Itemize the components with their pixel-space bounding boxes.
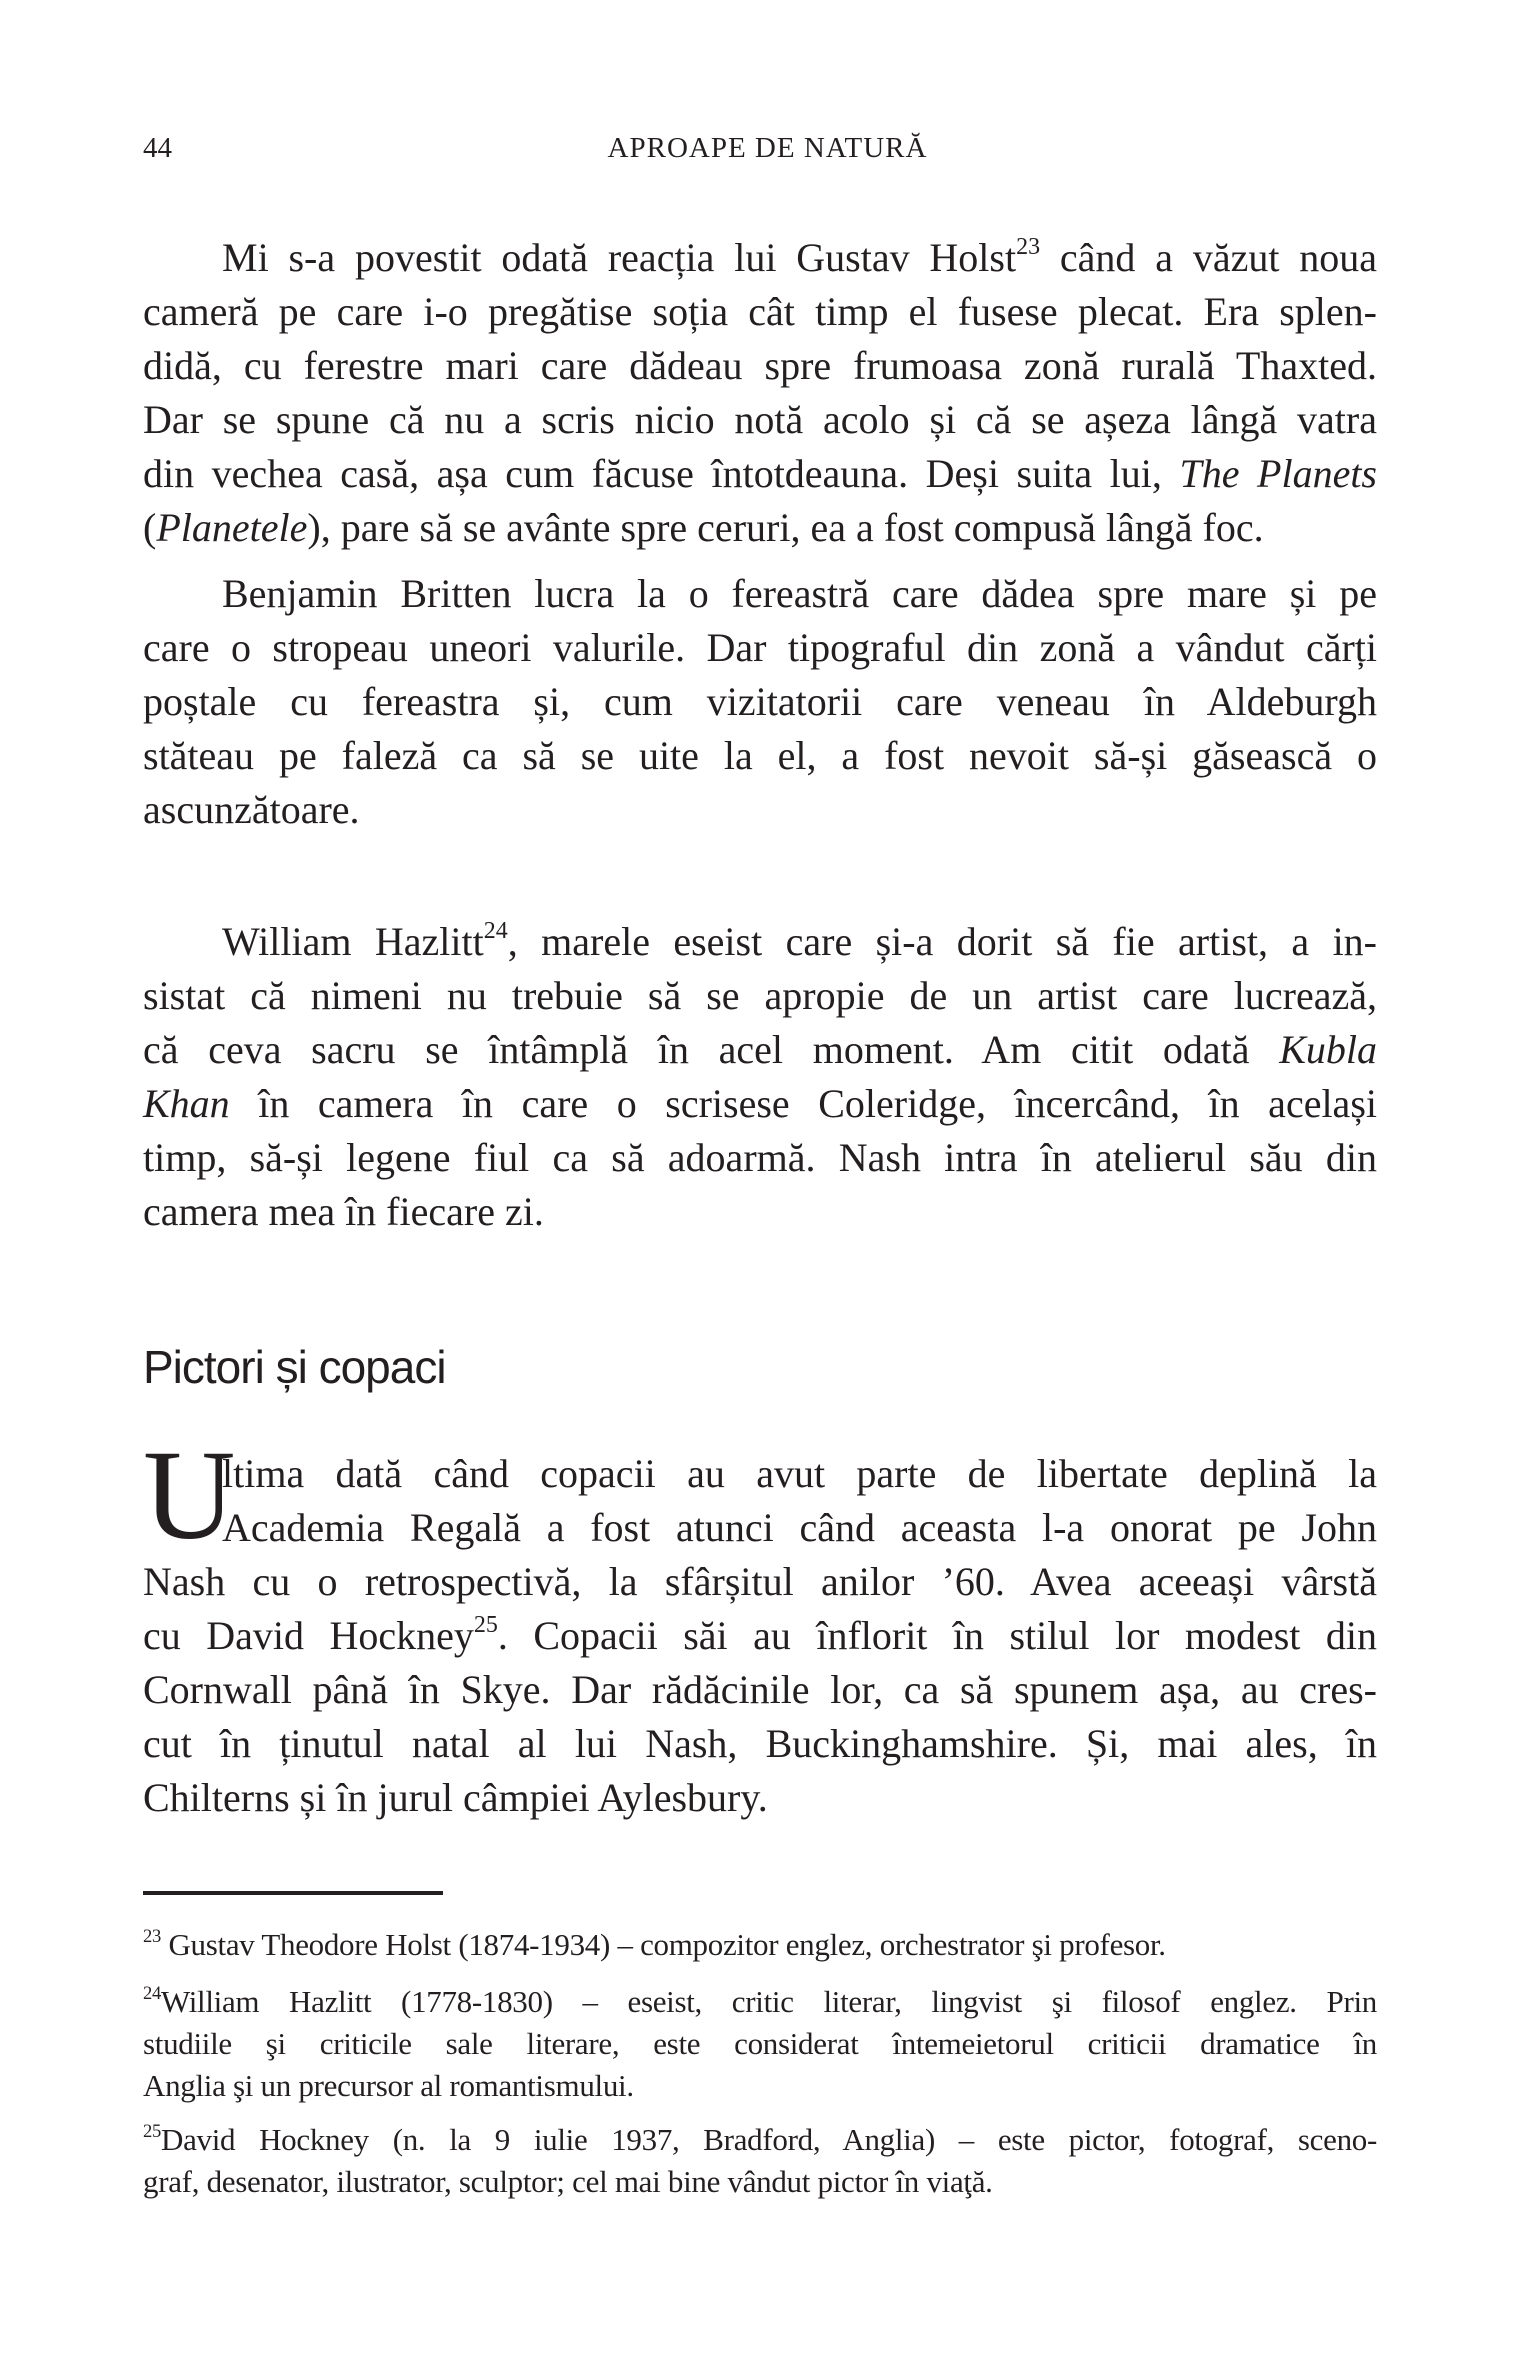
text-line xyxy=(143,1609,1377,1663)
text-run: David Hockney (n. la 9 iulie 1937, Bradford, Anglia) – este pictor, fotograf, sceno- xyxy=(161,2122,1377,2157)
footnote-reference: 25 xyxy=(473,1612,498,1639)
paragraph-britten xyxy=(143,567,1377,837)
text-run: Gustav Theodore Holst (1874-1934) – compozitor englez, orchestrator şi profesor. xyxy=(161,1927,1166,1962)
text-line xyxy=(143,1023,1377,1077)
text-run: Anglia şi un precursor al romantismului. xyxy=(143,2068,634,2103)
text-run: . Copacii săi au înflorit în stilul lor modest din xyxy=(497,1613,1377,1658)
text-run: sistat că nimeni nu trebuie să se apropie de un artist care lucrează, xyxy=(143,973,1377,1018)
text-line xyxy=(143,1981,1377,2023)
text-run: care o stropeau uneori valurile. Dar tipograful din zonă a vândut cărți xyxy=(143,625,1377,670)
text-line xyxy=(143,1717,1377,1771)
text-run: Cornwall până în Skye. Dar rădăcinile lor, ca să spunem așa, au cres- xyxy=(143,1667,1377,1712)
text-line xyxy=(143,1077,1377,1131)
paragraph-painters-trees xyxy=(143,1447,1377,1825)
text-line xyxy=(143,915,1377,969)
text-line xyxy=(143,783,1377,837)
footnote-reference: 23 xyxy=(1016,234,1041,261)
text-run: timp, să-și legene fiul ca să adoarmă. Nash intra în atelierul său din xyxy=(143,1135,1377,1180)
text-run: poștale cu fereastra și, cum vizitatorii care veneau în Aldeburgh xyxy=(143,679,1377,724)
footnote-reference: 23 xyxy=(143,1925,161,1947)
text-run: didă, cu ferestre mari care dădeau spre frumoasa zonă rurală Thaxted. xyxy=(143,343,1377,388)
text-run: graf, desenator, ilustrator, sculptor; cel mai bine vândut pictor în viaţă. xyxy=(143,2164,993,2199)
text-line xyxy=(143,1501,1377,1555)
footnote-24 xyxy=(143,1981,1377,2107)
running-title: APROAPE DE NATURĂ xyxy=(607,132,928,164)
text-line xyxy=(143,1131,1377,1185)
italic-title: The Planets xyxy=(1179,451,1378,496)
text-line xyxy=(143,621,1377,675)
paragraph-holst xyxy=(143,231,1377,555)
text-line xyxy=(143,285,1377,339)
text-line xyxy=(143,2065,1377,2107)
text-line xyxy=(143,2119,1377,2161)
footnote-25 xyxy=(143,2119,1377,2203)
text-line xyxy=(143,231,1377,285)
italic-title: Kubla xyxy=(1279,1027,1377,1072)
text-line xyxy=(143,1924,1377,1966)
text-run: , marele eseist care și-a dorit să fie artist, a in- xyxy=(507,919,1378,964)
footnote-separator xyxy=(143,1891,443,1895)
text-run: ), pare să se avânte spre ceruri, ea a fost compusă lângă foc. xyxy=(307,505,1264,550)
text-line xyxy=(143,1663,1377,1717)
italic-title: Khan xyxy=(143,1081,230,1126)
text-run: ( xyxy=(143,505,157,550)
text-run: Dar se spune că nu a scris nicio notă acolo și că se așeza lângă vatra xyxy=(143,397,1377,442)
footnote-23 xyxy=(143,1924,1377,1966)
page-number: 44 xyxy=(143,132,172,164)
text-line xyxy=(143,1555,1377,1609)
text-line xyxy=(143,567,1377,621)
drop-cap: U xyxy=(143,1424,236,1566)
text-line xyxy=(143,969,1377,1023)
text-run: Chilterns și în jurul câmpiei Aylesbury. xyxy=(143,1775,768,1820)
text-line xyxy=(143,675,1377,729)
text-line xyxy=(143,501,1377,555)
text-run: stăteau pe faleză ca să se uite la el, a fost nevoit să-și găsească o xyxy=(143,733,1377,778)
text-line xyxy=(143,2023,1377,2065)
paragraph-hazlitt xyxy=(143,915,1377,1239)
text-run: că ceva sacru se întâmplă în acel moment. Am citit odată xyxy=(143,1027,1280,1072)
text-run: ascunzătoare. xyxy=(143,787,360,832)
text-line xyxy=(143,1771,1377,1825)
footnote-reference: 24 xyxy=(143,1982,161,2004)
section-heading: Pictori și copaci xyxy=(143,1341,446,1393)
text-line xyxy=(143,393,1377,447)
text-line xyxy=(143,2161,1377,2203)
text-run: din vechea casă, așa cum făcuse întotdeauna. Deși suita lui, xyxy=(143,451,1180,496)
text-run: camera mea în fiecare zi. xyxy=(143,1189,544,1234)
text-run: cameră pe care i-o pregătise soția cât timp el fusese plecat. Era splen- xyxy=(143,289,1377,334)
text-run: Benjamin Britten lucra la o fereastră care dădea spre mare și pe xyxy=(222,571,1377,616)
text-run: cu David Hockney xyxy=(143,1613,474,1658)
italic-title: Planetele xyxy=(156,505,308,550)
text-run: ltima dată când copacii au avut parte de libertate deplină la xyxy=(222,1451,1377,1496)
text-run: William Hazlitt xyxy=(222,919,484,964)
text-run: William Hazlitt (1778-1830) – eseist, critic literar, lingvist şi filosof englez. Prin xyxy=(161,1984,1377,2019)
text-line xyxy=(143,447,1377,501)
footnote-reference: 24 xyxy=(483,918,508,945)
text-run: cut în ținutul natal al lui Nash, Buckinghamshire. Și, mai ales, în xyxy=(143,1721,1377,1766)
text-line xyxy=(143,1185,1377,1239)
text-line xyxy=(143,1447,1377,1501)
text-line xyxy=(143,729,1377,783)
text-run: când a văzut noua xyxy=(1040,235,1378,280)
footnote-reference: 25 xyxy=(143,2120,161,2142)
text-run: în camera în care o scrisese Coleridge, încercând, în același xyxy=(229,1081,1377,1126)
text-run: Mi s-a povestit odată reacția lui Gustav Holst xyxy=(222,235,1017,280)
text-line xyxy=(143,339,1377,393)
text-run: Nash cu o retrospectivă, la sfârșitul anilor ’60. Avea aceeași vârstă xyxy=(143,1559,1377,1604)
text-run: studiile şi criticile sale literare, este considerat întemeietorul criticii dramatice în xyxy=(143,2026,1377,2061)
text-run: Academia Regală a fost atunci când aceasta l-a onorat pe John xyxy=(222,1505,1377,1550)
